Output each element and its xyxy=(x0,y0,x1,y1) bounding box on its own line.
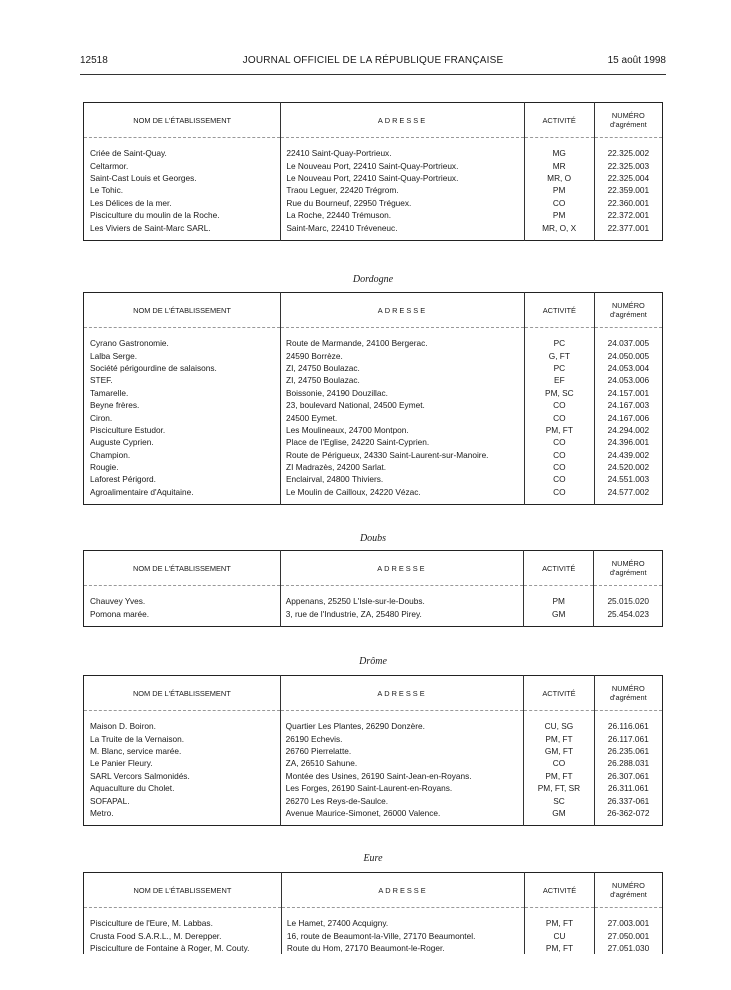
table-row xyxy=(84,807,663,819)
establishment-name: Beyne frères. xyxy=(90,400,140,411)
approval-number: 27.003.001 xyxy=(594,917,662,929)
establishment-name: Les Viviers de Saint-Marc SARL. xyxy=(90,222,211,233)
table-row xyxy=(84,411,663,423)
approval-number: 24.037.005 xyxy=(594,337,662,349)
establishment-address: Rue du Bourneuf, 22950 Tréguex. xyxy=(281,197,524,209)
establishment-name: Auguste Cyprien. xyxy=(90,437,154,448)
approval-number: 22.325.002 xyxy=(594,147,662,159)
column-header-numero: NUMÉRO d'agrément xyxy=(594,873,662,908)
approval-number: 26.235.061 xyxy=(594,745,662,757)
establishment-name: Criée de Saint-Quay. xyxy=(90,148,167,159)
approval-number: 25.454.023 xyxy=(594,607,663,619)
establishment-address: Traou Leguer, 22420 Trégrom. xyxy=(281,184,524,196)
activity-code: CO xyxy=(524,197,594,209)
establishment-name: La Truite de la Vernaison. xyxy=(90,733,185,744)
establishments-table xyxy=(83,872,663,954)
establishment-name: Aquaculture du Cholet. xyxy=(90,783,175,794)
column-header-numero: NUMÉRO d'agrément xyxy=(594,293,662,328)
approval-number: 26.337-061 xyxy=(594,794,662,806)
establishment-name: Saint-Cast Louis et Georges. xyxy=(90,172,197,183)
establishment-address: ZI, 24750 Boulazac. xyxy=(281,362,525,374)
activity-code: MG xyxy=(524,147,594,159)
table-row xyxy=(84,486,663,498)
establishment-address: Quartier Les Plantes, 26290 Donzère. xyxy=(280,720,524,732)
establishment-name: M. Blanc, service marée. xyxy=(90,745,182,756)
table-row xyxy=(84,159,663,171)
table-row xyxy=(84,929,663,941)
activity-code: GM xyxy=(524,807,594,819)
establishment-address: 22410 Saint-Quay-Portrieux. xyxy=(281,147,524,159)
activity-code: GM xyxy=(524,607,594,619)
table-row xyxy=(84,337,663,349)
establishment-name: Le Tohic. xyxy=(90,185,124,196)
approval-number: 26.288.031 xyxy=(594,757,662,769)
establishment-address: Place de l'Eglise, 24220 Saint-Cyprien. xyxy=(281,436,525,448)
approval-number: 24.577.002 xyxy=(594,486,662,498)
establishment-address: La Roche, 22440 Trémuson. xyxy=(281,209,524,221)
establishment-name: Pomona marée. xyxy=(90,608,150,619)
establishment-address: Montée des Usines, 26190 Saint-Jean-en-Royans. xyxy=(280,770,524,782)
establishment-address: ZI Madrazès, 24200 Sarlat. xyxy=(281,461,525,473)
table-row xyxy=(84,399,663,411)
approval-number: 22.372.001 xyxy=(594,209,662,221)
establishment-name: Laforest Périgord. xyxy=(90,474,156,485)
table-row xyxy=(84,209,663,221)
table-row xyxy=(84,942,663,954)
activity-code: MR, O xyxy=(524,172,594,184)
establishment-name: Pisciculture du moulin de la Roche. xyxy=(90,210,220,221)
approval-number: 24.551.003 xyxy=(594,473,662,485)
approval-number: 22.359.001 xyxy=(594,184,662,196)
establishment-address: 3, rue de l'Industrie, ZA, 25480 Pirey. xyxy=(280,607,523,619)
column-header-numero: NUMÉRO d'agrément xyxy=(594,103,662,138)
activity-code: PM, SC xyxy=(524,387,594,399)
approval-number: 22.360.001 xyxy=(594,197,662,209)
establishment-address: ZI, 24750 Boulazac. xyxy=(281,374,525,386)
activity-code: PM, FT xyxy=(524,732,594,744)
activity-code: PM xyxy=(524,209,594,221)
establishment-address: Le Nouveau Port, 22410 Saint-Quay-Portrieux. xyxy=(281,172,524,184)
approval-number: 27.050.001 xyxy=(594,929,662,941)
approval-number: 26.307.061 xyxy=(594,770,662,782)
establishment-address: ZA, 26510 Sahune. xyxy=(280,757,524,769)
establishment-name: Pisciculture de Fontaine à Roger, M. Couty. xyxy=(90,942,250,953)
table-row xyxy=(84,757,663,769)
establishment-address: 24500 Eymet. xyxy=(281,411,525,423)
approval-number: 24.520.002 xyxy=(594,461,662,473)
activity-code: CO xyxy=(524,757,594,769)
approval-number: 24.050.005 xyxy=(594,349,662,361)
activity-code: EF xyxy=(524,374,594,386)
column-header-adresse: ADRESSE xyxy=(280,551,523,586)
activity-code: PM, FT, SR xyxy=(524,782,594,794)
table-row xyxy=(84,461,663,473)
establishments-table xyxy=(83,675,663,826)
establishment-name: Rougie. xyxy=(90,462,119,473)
table-row xyxy=(84,424,663,436)
activity-code: PM, FT xyxy=(524,770,594,782)
establishment-address: 16, route de Beaumont-la-Ville, 27170 Beaumontel. xyxy=(281,929,524,941)
activity-code: CO xyxy=(524,449,594,461)
establishment-address: Route du Hom, 27170 Beaumont-le-Roger. xyxy=(281,942,524,954)
establishment-name: Chauvey Yves. xyxy=(90,596,146,607)
approval-number: 22.377.001 xyxy=(594,221,662,233)
column-header-numero: NUMÉRO d'agrément xyxy=(594,676,662,711)
establishment-address: Appenans, 25250 L'Isle-sur-le-Doubs. xyxy=(280,595,523,607)
activity-code: PM, FT xyxy=(525,942,595,954)
activity-code: SC xyxy=(524,794,594,806)
table-row xyxy=(84,349,663,361)
establishment-name: Cyrano Gastronomie. xyxy=(90,338,169,349)
table-row xyxy=(84,595,663,607)
column-header-nom: NOM DE L'ÉTABLISSEMENT xyxy=(84,676,281,711)
issue-date: 15 août 1998 xyxy=(607,55,666,66)
establishment-name: Celtarmor. xyxy=(90,160,129,171)
approval-number: 24.167.003 xyxy=(594,399,662,411)
table-row xyxy=(84,197,663,209)
table-row xyxy=(84,794,663,806)
establishment-name: Société périgourdine de salaisons. xyxy=(90,362,217,373)
activity-code: PM, FT xyxy=(524,424,594,436)
approval-number: 24.053.004 xyxy=(594,362,662,374)
table-row xyxy=(84,607,663,619)
table-row xyxy=(84,745,663,757)
establishment-address: 26270 Les Reys-de-Saulce. xyxy=(280,794,524,806)
establishment-name: Ciron. xyxy=(90,412,113,423)
establishments-table xyxy=(83,292,663,505)
column-header-activite: ACTIVITÉ xyxy=(524,551,594,586)
establishment-name: Lalba Serge. xyxy=(90,350,138,361)
column-header-activite: ACTIVITÉ xyxy=(524,103,594,138)
department-title: Doubs xyxy=(359,533,387,544)
approval-number: 24.294.002 xyxy=(594,424,662,436)
establishment-name: SOFAPAL. xyxy=(90,795,130,806)
establishment-name: Le Panier Fleury. xyxy=(90,758,153,769)
establishment-address: 24590 Borrèze. xyxy=(281,349,525,361)
establishment-name: Maison D. Boiron. xyxy=(90,721,156,732)
establishment-name: Agroalimentaire d'Aquitaine. xyxy=(90,486,194,497)
approval-number: 27.051.030 xyxy=(594,942,662,954)
establishment-name: Crusta Food S.A.R.L., M. Derepper. xyxy=(90,930,222,941)
table-row xyxy=(84,720,663,732)
establishment-name: Les Délices de la mer. xyxy=(90,197,172,208)
approval-number: 25.015.020 xyxy=(594,595,663,607)
approval-number: 24.439.002 xyxy=(594,449,662,461)
establishment-address: Le Moulin de Cailloux, 24220 Vézac. xyxy=(281,486,525,498)
activity-code: CO xyxy=(524,411,594,423)
table-row xyxy=(84,362,663,374)
table-row xyxy=(84,387,663,399)
column-header-nom: NOM DE L'ÉTABLISSEMENT xyxy=(84,551,281,586)
table-row xyxy=(84,770,663,782)
department-title: Drôme xyxy=(359,656,387,667)
approval-number: 22.325.004 xyxy=(594,172,662,184)
establishments-table xyxy=(83,102,663,241)
establishment-address: Avenue Maurice-Simonet, 26000 Valence. xyxy=(280,807,524,819)
department-title: Eure xyxy=(363,853,383,864)
table-row xyxy=(84,732,663,744)
column-header-adresse: ADRESSE xyxy=(281,293,525,328)
table-row xyxy=(84,172,663,184)
establishment-address: Le Nouveau Port, 22410 Saint-Quay-Portrieux. xyxy=(281,159,524,171)
establishment-address: 23, boulevard National, 24500 Eymet. xyxy=(281,399,525,411)
activity-code: PC xyxy=(524,362,594,374)
establishment-address: Saint-Marc, 22410 Tréveneuc. xyxy=(281,221,524,233)
header-rule xyxy=(80,74,666,75)
establishment-name: STEF. xyxy=(90,375,113,386)
activity-code: PM xyxy=(524,595,594,607)
establishment-name: Tamarelle. xyxy=(90,387,129,398)
column-header-activite: ACTIVITÉ xyxy=(525,873,595,908)
establishment-address: Les Forges, 26190 Saint-Laurent-en-Royans. xyxy=(280,782,524,794)
column-header-nom: NOM DE L'ÉTABLISSEMENT xyxy=(84,293,281,328)
activity-code: CO xyxy=(524,486,594,498)
column-header-activite: ACTIVITÉ xyxy=(524,293,594,328)
activity-code: G, FT xyxy=(524,349,594,361)
establishment-name: Champion. xyxy=(90,449,131,460)
page-number: 12518 xyxy=(80,55,108,66)
establishment-name: Pisciculture Estudor. xyxy=(90,424,166,435)
column-header-adresse: ADRESSE xyxy=(281,873,524,908)
approval-number: 24.157.001 xyxy=(594,387,662,399)
establishments-table xyxy=(83,550,663,627)
journal-title: JOURNAL OFFICIEL DE LA RÉPUBLIQUE FRANÇAISE xyxy=(242,55,504,66)
approval-number: 26.116.061 xyxy=(594,720,662,732)
column-header-nom: NOM DE L'ÉTABLISSEMENT xyxy=(84,103,281,138)
column-header-nom: NOM DE L'ÉTABLISSEMENT xyxy=(84,873,282,908)
activity-code: PM, FT xyxy=(525,917,595,929)
establishment-address: Les Moulineaux, 24700 Montpon. xyxy=(281,424,525,436)
table-row xyxy=(84,221,663,233)
establishment-address: Enclairval, 24800 Thiviers. xyxy=(281,473,525,485)
approval-number: 26-362-072 xyxy=(594,807,662,819)
establishment-address: Boissonie, 24190 Douzillac. xyxy=(281,387,525,399)
table-row xyxy=(84,917,663,929)
establishment-name: Pisciculture de l'Eure, M. Labbas. xyxy=(90,918,213,929)
activity-code: CU, SG xyxy=(524,720,594,732)
table-row xyxy=(84,374,663,386)
table-row xyxy=(84,449,663,461)
activity-code: CO xyxy=(524,399,594,411)
establishment-address: Route de Périgueux, 24330 Saint-Laurent-sur-Manoire. xyxy=(281,449,525,461)
approval-number: 26.311.061 xyxy=(594,782,662,794)
activity-code: PM xyxy=(524,184,594,196)
activity-code: CO xyxy=(524,473,594,485)
approval-number: 24.396.001 xyxy=(594,436,662,448)
approval-number: 24.167.006 xyxy=(594,411,662,423)
activity-code: PC xyxy=(524,337,594,349)
column-header-activite: ACTIVITÉ xyxy=(524,676,594,711)
column-header-adresse: ADRESSE xyxy=(280,676,524,711)
column-header-adresse: ADRESSE xyxy=(281,103,524,138)
establishment-name: Metro. xyxy=(90,807,114,818)
establishment-address: Le Hamet, 27400 Acquigny. xyxy=(281,917,524,929)
table-row xyxy=(84,184,663,196)
column-header-numero: NUMÉRO d'agrément xyxy=(594,551,663,586)
establishment-address: 26760 Pierrelatte. xyxy=(280,745,524,757)
establishment-address: Route de Marmande, 24100 Bergerac. xyxy=(281,337,525,349)
table-row xyxy=(84,147,663,159)
approval-number: 26.117.061 xyxy=(594,732,662,744)
department-title: Dordogne xyxy=(352,274,394,285)
table-row xyxy=(84,473,663,485)
activity-code: MR xyxy=(524,159,594,171)
establishment-name: SARL Vercors Salmonidés. xyxy=(90,770,190,781)
activity-code: GM, FT xyxy=(524,745,594,757)
activity-code: MR, O, X xyxy=(524,221,594,233)
table-row xyxy=(84,782,663,794)
page-header xyxy=(80,55,666,69)
activity-code: CO xyxy=(524,461,594,473)
establishment-address: 26190 Echevis. xyxy=(280,732,524,744)
table-row xyxy=(84,436,663,448)
approval-number: 24.053.006 xyxy=(594,374,662,386)
activity-code: CU xyxy=(525,929,595,941)
activity-code: CO xyxy=(524,436,594,448)
approval-number: 22.325.003 xyxy=(594,159,662,171)
